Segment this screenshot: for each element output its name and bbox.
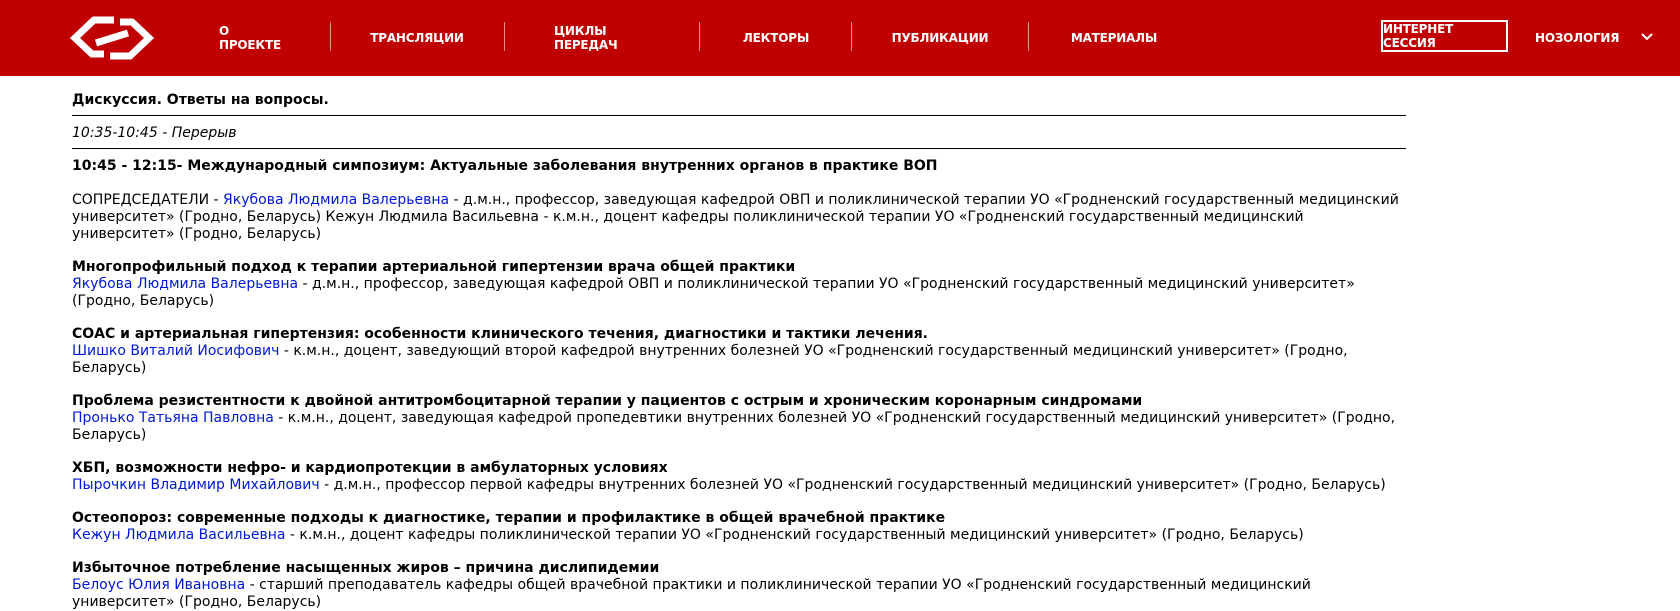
talk-item (72, 560, 1406, 611)
talk-speaker: Белоус Юлия Ивановна - старший преподаватель кафедры общей врачебной практики и поликлинической терапии УО «Гродненский государственный медицинский университет» (Гродно, Беларусь) (72, 577, 1311, 610)
nav-divider (851, 22, 852, 51)
speaker-link[interactable]: Якубова Людмила Валерьевна (72, 276, 299, 292)
talk-item (72, 259, 1406, 310)
program-content (72, 92, 1406, 611)
nozology-dropdown[interactable]: НОЗОЛОГИЯ (1535, 31, 1620, 45)
nav-lecturers[interactable]: ЛЕКТОРЫ (742, 31, 810, 45)
talk-item (72, 326, 1406, 377)
speaker-link[interactable]: Белоус Юлия Ивановна (72, 577, 246, 593)
talk-speaker: Якубова Людмила Валерьевна - д.м.н., профессор, заведующая кафедрой ОВП и поликлинической терапии УО «Гродненский государственный медицинский университет» (Гродно, Беларусь) (72, 276, 1355, 309)
speaker-link[interactable]: Пырочкин Владимир Михайлович (72, 477, 320, 493)
nav-divider (330, 22, 331, 51)
talk-title: Проблема резистентности к двойной антитромбоцитарной терапии у пациентов с острым и хроническим коронарным синдромами (72, 393, 1143, 409)
talk-speaker: Пронько Татьяна Павловна - к.м.н., доцент, заведующая кафедрой пропедевтики внутренних болезней УО «Гродненский государственный медицинский университет» (Гродно, Беларусь) (72, 410, 1396, 443)
nav-broadcasts[interactable]: ТРАНСЛЯЦИИ (370, 31, 464, 45)
talk-speaker: Шишко Виталий Иосифович - к.м.н., доцент, заведующий второй кафедрой внутренних болезней УО «Гродненский государственный медицинский университет» (Гродно, Беларусь) (72, 343, 1348, 376)
speaker-link[interactable]: Пронько Татьяна Павловна (72, 410, 274, 426)
talk-title: ХБП, возможности нефро- и кардиопротекции в амбулаторных условиях (72, 460, 668, 476)
speaker-link[interactable]: Якубова Людмила Валерьевна (223, 192, 450, 208)
nav-programs[interactable]: ЦИКЛЫ ПЕРЕДАЧ (554, 24, 618, 52)
talk-speaker: Кежун Людмила Васильевна - к.м.н., доцент кафедры поликлинической терапии УО «Гродненский государственный медицинский университет» (Гродно, Беларусь) (72, 527, 1304, 543)
nav-divider (504, 22, 505, 51)
talk-item (72, 460, 1406, 494)
talk-item (72, 510, 1406, 544)
internet-session-button[interactable]: ИНТЕРНЕТ СЕССИЯ (1381, 20, 1508, 52)
talk-speaker: Пырочкин Владимир Михайлович - д.м.н., профессор первой кафедры внутренних болезней УО «Гродненский государственный медицинский университет» (Гродно, Беларусь) (72, 477, 1386, 493)
talk-title: Избыточное потребление насыщенных жиров – причина дислипидемии (72, 560, 660, 576)
talk-title: Остеопороз: современные подходы к диагностике, терапии и профилактике в общей врачебной практике (72, 510, 946, 526)
top-navigation-bar (0, 0, 1680, 76)
break-time: 10:35-10:45 - Перерыв (72, 116, 1406, 149)
speaker-link[interactable]: Кежун Людмила Васильевна (72, 527, 286, 543)
cochairs-paragraph: СОПРЕДСЕДАТЕЛИ - Якубова Людмила Валерьевна - д.м.н., профессор, заведующая кафедрой ОВП и поликлинической терапии УО «Гродненский государственный медицинский университет» (Гродно, Беларусь) Кежун Людмила Васильевна - к.м.н., доцент кафедры поликлинической терапии УО «Гродненский государственный медицинский университет» (Гродно, Беларусь) (72, 192, 1399, 242)
nav-divider (699, 22, 700, 51)
symposium-title: 10:45 - 12:15- Международный симпозиум: Актуальные заболевания внутренних органов в практике ВОП (72, 158, 938, 174)
nav-divider (1028, 22, 1029, 51)
nav-materials[interactable]: МАТЕРИАЛЫ (1070, 31, 1158, 45)
chevron-down-icon[interactable] (1640, 31, 1654, 43)
nav-about[interactable]: О ПРОЕКТЕ (218, 24, 282, 52)
talk-title: Многопрофильный подход к терапии артериальной гипертензии врача общей практики (72, 259, 796, 275)
logo-icon[interactable] (70, 16, 154, 60)
nav-publications[interactable]: ПУБЛИКАЦИИ (891, 31, 989, 45)
discussion-heading: Дискуссия. Ответы на вопросы. (72, 92, 1406, 116)
talk-item (72, 393, 1406, 444)
speaker-link[interactable]: Шишко Виталий Иосифович (72, 343, 280, 359)
talk-title: СОАС и артериальная гипертензия: особенности клинического течения, диагностики и тактики лечения. (72, 326, 928, 342)
